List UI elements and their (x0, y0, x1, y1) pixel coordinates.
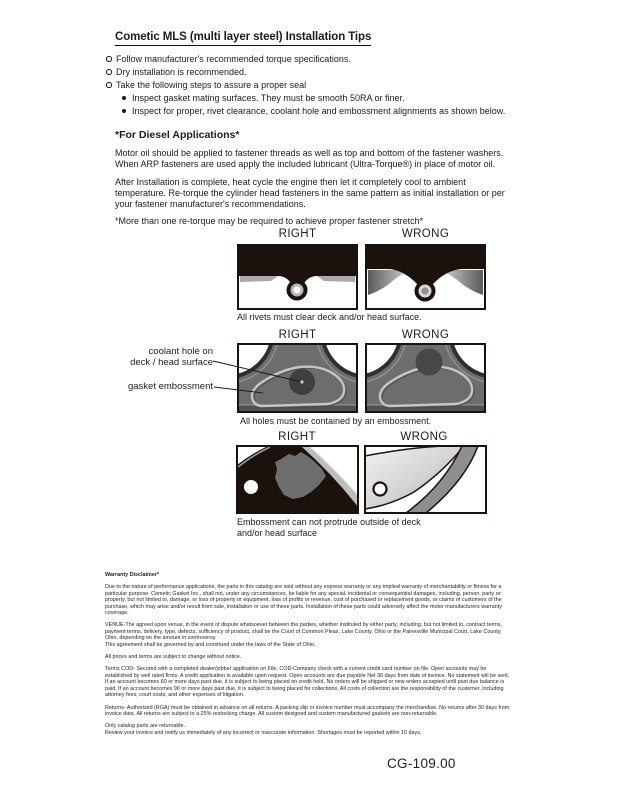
page-code: CG-109.00 (387, 756, 456, 771)
bullet-text: Take the following steps to assure a proper seal (116, 80, 307, 90)
warranty-disclaimer (105, 572, 512, 742)
warranty-paragraph: Review your invoice and notify us immediately of any incorrect or inaccurate information. Shortages must be reported within 10 days. (105, 729, 422, 736)
warranty-paragraph: All prices and terms are subject to change without notice. (105, 654, 242, 661)
bullet-text: Dry installation is recommended. (116, 67, 247, 77)
bullet-text: Follow manufacturer's recommended torque specifications. (116, 54, 351, 64)
page-title: Cometic MLS (multi layer steel) Installation Tips (115, 31, 371, 46)
bullet-text: Inspect gasket mating surfaces. They must be smooth 50RA or finer. (132, 93, 405, 103)
list-item (106, 67, 596, 80)
list-item (106, 80, 596, 93)
right-label: RIGHT (278, 329, 317, 341)
bullet-circle-icon (106, 54, 116, 64)
bullet-dot-icon (122, 106, 132, 116)
bolt-hole (244, 480, 258, 494)
bullet-circle-icon (106, 80, 116, 90)
pair3-wrong-diagram (364, 445, 487, 514)
annotation-gasket-embossment: gasket embossment (127, 381, 213, 392)
warranty-paragraph: This agreement shall be governed by and construed under the laws of the State of Ohio. (105, 641, 316, 648)
right-label: RIGHT (278, 431, 316, 443)
wrong-label: WRONG (401, 329, 450, 341)
bullet-dot-icon (122, 93, 132, 103)
wrong-label: WRONG (401, 228, 450, 240)
pair2-wrong-diagram (365, 343, 486, 413)
pair1-diagrams (237, 244, 486, 310)
right-label: RIGHT (278, 228, 317, 240)
diesel-paragraph-2: After Installation is complete, heat cycle the engine then let it completely cool to ambient temperature. Re-torque the cylinder head fasteners in the same pattern as initial installation or per your fastener manufacturer's recommendations. (115, 177, 505, 209)
warranty-paragraph: VENUE-The agreed upon venue, in the event of dispute whatsoever between the parties, whether instituted by either party, including, but not limited to, contract terms, payment terms, delivery, type, defects, sufficiency of product, shall be the Court of Common Pleas, Lake County, Ohio or the Painesville Municipal Court, Lake County, Ohio, depending on the amount in controversy. (105, 622, 502, 642)
pair2-caption: All holes must be contained by an embossment. (240, 416, 432, 426)
diesel-paragraph-1: Motor oil should be applied to fastener threads as well as top and bottom of the fastener washers. When ARP fasteners are used apply the included lubricant (Ultra-Torque®) in place of motor oil. (115, 148, 504, 169)
wrong-label: WRONG (400, 431, 448, 443)
installation-tips-list (106, 54, 596, 119)
bullet-text: Inspect for proper, rivet clearance, coolant hole and embossment alignments as shown below. (132, 106, 506, 116)
pair3-right-diagram (236, 445, 359, 514)
diesel-applications-heading: *For Diesel Applications* (115, 129, 240, 141)
warranty-paragraph: Only catalog parts are returnable. (105, 723, 186, 730)
warranty-heading: Warranty Disclaimer* (105, 572, 160, 578)
pair3-caption: Embossment can not protrude outside of deck and/or head surface (237, 517, 421, 538)
warranty-paragraph: Terms COD- Secured with a completed dealer/jobber application on File, COD-Company check with a current credit card number on file. Open accounts may be established by well rated firms. A credit application is available upon request. Open accounts are due payable Net 30 days from date of invoice. No statement will be sent. If an account becomes 60 or more days past due, it is subject to being placed on credit hold. No orders will be shipped or new orders accepted until past due balance is paid. If an account becomes 90 or more days past due, it is subject to being placed for collections. All costs of collection are the responsibility of the customer, including attorney fees, court costs, and other expenses of litigation. (105, 666, 510, 699)
bolt-hole (374, 483, 387, 496)
list-item (122, 106, 596, 119)
diesel-paragraph-3: *More than one re-torque may be required to achieve proper fastener stretch* (115, 216, 424, 226)
pair2-labels (237, 329, 486, 341)
pair1-caption: All rivets must clear deck and/or head surface. (237, 312, 422, 322)
annotation-pointer-lines (205, 355, 315, 400)
pair3-labels (236, 431, 485, 443)
list-item (122, 93, 596, 106)
bullet-circle-icon (106, 67, 116, 77)
annotation-coolant-hole: coolant hole on deck / head surface (130, 346, 213, 368)
warranty-paragraph: Due to the nature of performance applications, the parts in this catalog are sold without any express warranty or any implied warranty of merchantability or fitness for a particular purpose. Cometic Gasket Inc., shall not, under any circumstances, be liable for any special, incidental or consequential damages, including, person, party or property, but not limited to, damage, or loss of property or equipment, loss of profits or revenue, cost of purchased or replacement goods, or claims of customers of the purchase, which may arise and/or result from sale, installation or use of these parts. Installation of these parts could adversely affect the motor manufacturers warranty coverage. (105, 584, 502, 617)
pair1-right-diagram (237, 244, 358, 310)
coolant-hole (416, 349, 443, 376)
pair1-wrong-diagram (365, 244, 486, 310)
pair3-diagrams (236, 445, 487, 514)
pair1-labels (237, 228, 486, 240)
warranty-paragraph: Returns- Authorized (RGA) must be obtained in advance on all returns. A packing slip or invoice number must accompany the merchandise. No returns after 30 days from invoice date. All returns are subject to a 25% restocking charge. All custom designed and custom manufactured gaskets are non-returnable. (105, 704, 510, 717)
list-item (106, 54, 596, 67)
